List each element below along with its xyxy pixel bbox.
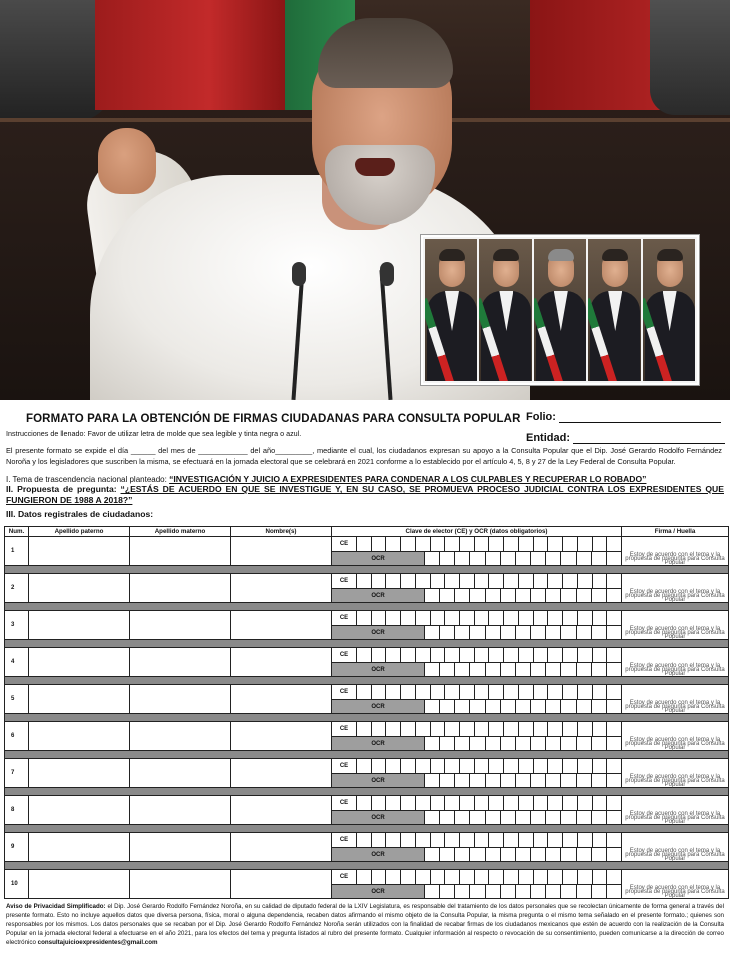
firma-note: Estoy de acuerdo con el tema y la propuesta de pregunta para Consulta Popular xyxy=(625,885,725,899)
section-1-topic: “INVESTIGACIÓN Y JUICIO A EXPRESIDENTES PARA CONDENAR A LOS CULPABLES Y RECUPERAR LO ROBADO” xyxy=(169,474,647,484)
privacy-notice xyxy=(6,902,724,947)
row-separator xyxy=(5,603,729,611)
apellido-paterno-cell[interactable] xyxy=(29,722,130,751)
table-row xyxy=(5,722,729,737)
apellido-paterno-cell[interactable] xyxy=(29,611,130,640)
citizen-table xyxy=(4,526,729,899)
nombres-cell[interactable] xyxy=(231,759,332,788)
table-header xyxy=(5,527,729,537)
ocr-label: OCR xyxy=(332,589,425,602)
col-nombres: Nombre(s) xyxy=(231,527,332,537)
speaker-hair xyxy=(318,18,453,88)
form-title: FORMATO PARA LA OBTENCIÓN DE FIRMAS CIUDADANAS PARA CONSULTA POPULAR xyxy=(26,413,521,425)
microphone-head xyxy=(292,262,306,286)
row-separator xyxy=(5,566,729,574)
ocr-cell[interactable] xyxy=(332,737,622,751)
nombres-cell[interactable] xyxy=(231,648,332,677)
privacy-label: Aviso de Privacidad Simplificado: xyxy=(6,903,106,910)
background-chair xyxy=(650,0,730,115)
ocr-cell[interactable] xyxy=(332,811,622,825)
apellido-materno-cell[interactable] xyxy=(130,833,231,862)
ocr-cell[interactable] xyxy=(332,700,622,714)
row-number: 3 xyxy=(5,611,29,640)
ce-cell[interactable] xyxy=(332,648,622,663)
row-number: 7 xyxy=(5,759,29,788)
firma-note: Estoy de acuerdo con el tema y la propuesta de pregunta para Consulta Popular xyxy=(625,848,725,862)
nombres-cell[interactable] xyxy=(231,796,332,825)
ocr-cell[interactable] xyxy=(332,774,622,788)
firma-cell[interactable] xyxy=(622,537,729,566)
nombres-cell[interactable] xyxy=(231,611,332,640)
president-portrait xyxy=(479,239,531,381)
section-2 xyxy=(6,484,724,506)
ocr-cell[interactable] xyxy=(332,848,622,862)
firma-note: Estoy de acuerdo con el tema y la propuesta de pregunta para Consulta Popular xyxy=(625,663,725,677)
nombres-cell[interactable] xyxy=(231,722,332,751)
ce-label: CE xyxy=(332,722,357,736)
president-portrait xyxy=(425,239,477,381)
header-photo xyxy=(0,0,730,400)
row-number: 5 xyxy=(5,685,29,714)
ce-label: CE xyxy=(332,574,357,588)
firma-note: Estoy de acuerdo con el tema y la propuesta de pregunta para Consulta Popular xyxy=(625,737,725,751)
speaker-mouth xyxy=(355,158,395,176)
row-number: 10 xyxy=(5,870,29,899)
folio-field[interactable]: Folio: xyxy=(526,411,721,423)
ocr-label: OCR xyxy=(332,774,425,787)
ocr-cell[interactable] xyxy=(332,885,622,899)
firma-cell[interactable] xyxy=(622,685,729,714)
table-row xyxy=(5,870,729,885)
nombres-cell[interactable] xyxy=(231,574,332,603)
ocr-cell[interactable] xyxy=(332,552,622,566)
ocr-cell[interactable] xyxy=(332,663,622,677)
background-chair xyxy=(0,0,110,120)
apellido-materno-cell[interactable] xyxy=(130,537,231,566)
table-row xyxy=(5,833,729,848)
ce-label: CE xyxy=(332,833,357,847)
ce-cell[interactable] xyxy=(332,870,622,885)
ce-label: CE xyxy=(332,537,357,551)
row-separator xyxy=(5,714,729,722)
firma-cell[interactable] xyxy=(622,574,729,603)
ce-cell[interactable] xyxy=(332,574,622,589)
apellido-paterno-cell[interactable] xyxy=(29,648,130,677)
firma-cell[interactable] xyxy=(622,648,729,677)
ocr-cell[interactable] xyxy=(332,626,622,640)
row-number: 8 xyxy=(5,796,29,825)
col-num: Num. xyxy=(5,527,29,537)
row-separator xyxy=(5,825,729,833)
col-clave-elector: Clave de elector (CE) y OCR (datos obligatorios) xyxy=(332,527,622,537)
table-row xyxy=(5,574,729,589)
ce-cell[interactable] xyxy=(332,611,622,626)
row-separator xyxy=(5,862,729,870)
president-portrait xyxy=(643,239,695,381)
apellido-materno-cell[interactable] xyxy=(130,722,231,751)
ce-cell[interactable] xyxy=(332,796,622,811)
nombres-cell[interactable] xyxy=(231,685,332,714)
microphone-head xyxy=(380,262,394,286)
firma-note: Estoy de acuerdo con el tema y la propuesta de pregunta para Consulta Popular xyxy=(625,774,725,788)
signature-form xyxy=(0,400,730,960)
firma-note: Estoy de acuerdo con el tema y la propuesta de pregunta para Consulta Popular xyxy=(625,626,725,640)
section-1-label: I. Tema de trascendencia nacional planteado: xyxy=(6,475,167,484)
section-2-label: II. Propuesta de pregunta: xyxy=(6,484,117,494)
firma-note: Estoy de acuerdo con el tema y la propuesta de pregunta para Consulta Popular xyxy=(625,811,725,825)
ce-label: CE xyxy=(332,685,357,699)
table-row xyxy=(5,537,729,552)
firma-note: Estoy de acuerdo con el tema y la propuesta de pregunta para Consulta Popular xyxy=(625,552,725,566)
ocr-label: OCR xyxy=(332,885,425,898)
row-number: 2 xyxy=(5,574,29,603)
apellido-materno-cell[interactable] xyxy=(130,870,231,899)
table-row xyxy=(5,796,729,811)
ce-label: CE xyxy=(332,611,357,625)
row-number: 9 xyxy=(5,833,29,862)
table-row xyxy=(5,648,729,663)
ocr-label: OCR xyxy=(332,700,425,713)
apellido-paterno-cell[interactable] xyxy=(29,796,130,825)
president-portrait xyxy=(534,239,586,381)
firma-cell[interactable] xyxy=(622,759,729,788)
ocr-label: OCR xyxy=(332,663,425,676)
nombres-cell[interactable] xyxy=(231,870,332,899)
ce-cell[interactable] xyxy=(332,537,622,552)
firma-cell[interactable] xyxy=(622,722,729,751)
apellido-materno-cell[interactable] xyxy=(130,796,231,825)
section-1 xyxy=(6,474,646,484)
col-apellido-paterno: Apellido paterno xyxy=(29,527,130,537)
table-row xyxy=(5,611,729,626)
ocr-label: OCR xyxy=(332,626,425,639)
row-separator xyxy=(5,788,729,796)
table-row xyxy=(5,685,729,700)
apellido-materno-cell[interactable] xyxy=(130,759,231,788)
apellido-materno-cell[interactable] xyxy=(130,685,231,714)
table-row xyxy=(5,759,729,774)
apellido-materno-cell[interactable] xyxy=(130,574,231,603)
firma-cell[interactable] xyxy=(622,870,729,899)
apellido-paterno-cell[interactable] xyxy=(29,537,130,566)
background-flag-red xyxy=(95,0,285,110)
ce-cell[interactable] xyxy=(332,722,622,737)
ocr-label: OCR xyxy=(332,848,425,861)
president-portrait xyxy=(588,239,640,381)
contact-email[interactable]: consultajuicioexpresidentes@gmail.com xyxy=(37,939,158,946)
speaker-fist xyxy=(98,128,156,194)
apellido-paterno-cell[interactable] xyxy=(29,685,130,714)
nombres-cell[interactable] xyxy=(231,537,332,566)
row-separator xyxy=(5,677,729,685)
ocr-label: OCR xyxy=(332,811,425,824)
row-separator xyxy=(5,751,729,759)
section-2-question: “¿ESTÁS DE ACUERDO EN QUE SE INVESTIGUE Y, EN SU CASO, SE PROMUEVA PROCESO JUDICIAL CONTRA LOS EXPRESIDENTES QUE FUNGIERON DE 1988 A 2018?” xyxy=(6,484,724,505)
row-separator xyxy=(5,640,729,648)
intro-paragraph: El presente formato se expide el día ______ del mes de ____________ del año_________, mediante el cual, los ciudadanos expresan su apoyo a la Consulta Popular que el Dip. José Gerardo Rodolfo Fernández Noroña y los legisladores que suscriben la misma, se efectuará en la jornada electoral que se celebrará en 2021 conforme a lo establecido por el artículo 4, 5, 8 y 27 de la Ley Federal de Consulta Popular. xyxy=(6,446,722,466)
apellido-paterno-cell[interactable] xyxy=(29,870,130,899)
firma-cell[interactable] xyxy=(622,796,729,825)
row-number: 1 xyxy=(5,537,29,566)
presidents-inset xyxy=(421,235,699,385)
col-apellido-materno: Apellido materno xyxy=(130,527,231,537)
ce-cell[interactable] xyxy=(332,759,622,774)
apellido-paterno-cell[interactable] xyxy=(29,759,130,788)
ce-label: CE xyxy=(332,870,357,884)
privacy-text: el Dip. José Gerardo Rodolfo Fernández Noroña, en su calidad de diputado federal de la LXIV Legislatura, es responsable del tratamiento de los datos personales que se recolectan únicamente de forma general a través del presente formato. Esto no incluye aquellos datos que diversa persona, física, moral o alguna dependencia, recaben datos afirmando el mismo objeto de la Consulta Popular, la misma pregunta o el mismo tema señalado en el presente formato.; quienes son responsables por los mismos. Los datos personales que se recaban por el Dip. José Gerardo Rodolfo Fernández Noroña serán utilizados con la finalidad de recabar firmas de los ciudadanos mexicanos que estén de acuerdo con la realización de la Consulta Popular en la jornada electoral federal a efectuarse en el año 2021, para los efectos del tema y pregunta listados al rubro del presente formato. Cualquier información al respecto o revocación de su consentimiento, pueden comunicarse a la dirección de correo electrónico xyxy=(6,903,724,946)
ce-cell[interactable] xyxy=(332,685,622,700)
ce-cell[interactable] xyxy=(332,833,622,848)
col-firma: Firma / Huella xyxy=(622,527,729,537)
row-number: 6 xyxy=(5,722,29,751)
ocr-cell[interactable] xyxy=(332,589,622,603)
ce-label: CE xyxy=(332,648,357,662)
nombres-cell[interactable] xyxy=(231,833,332,862)
ocr-label: OCR xyxy=(332,737,425,750)
section-3-label: III. Datos registrales de ciudadanos: xyxy=(6,509,154,519)
instructions: Instrucciones de llenado: Favor de utilizar letra de molde que sea legible y tinta negra o azul. xyxy=(6,429,302,438)
ce-label: CE xyxy=(332,759,357,773)
ocr-label: OCR xyxy=(332,552,425,565)
apellido-paterno-cell[interactable] xyxy=(29,833,130,862)
firma-note: Estoy de acuerdo con el tema y la propuesta de pregunta para Consulta Popular xyxy=(625,589,725,603)
firma-note: Estoy de acuerdo con el tema y la propuesta de pregunta para Consulta Popular xyxy=(625,700,725,714)
apellido-materno-cell[interactable] xyxy=(130,611,231,640)
entidad-field[interactable]: Entidad: xyxy=(526,432,725,444)
firma-cell[interactable] xyxy=(622,833,729,862)
ce-label: CE xyxy=(332,796,357,810)
firma-cell[interactable] xyxy=(622,611,729,640)
row-number: 4 xyxy=(5,648,29,677)
apellido-paterno-cell[interactable] xyxy=(29,574,130,603)
apellido-materno-cell[interactable] xyxy=(130,648,231,677)
